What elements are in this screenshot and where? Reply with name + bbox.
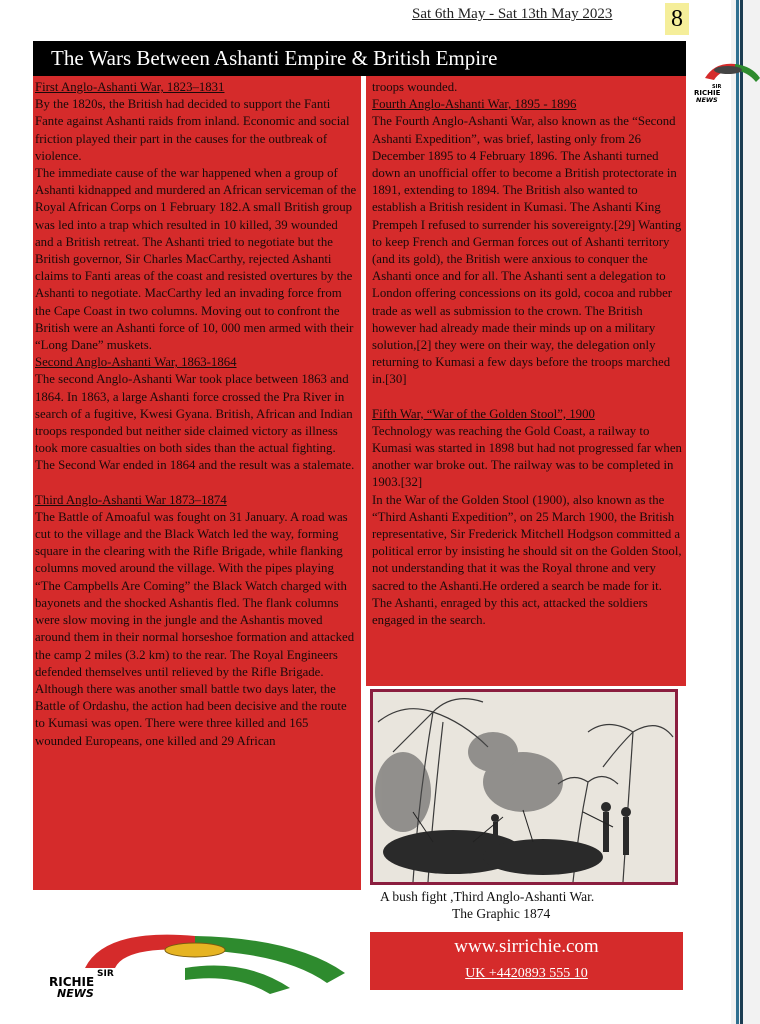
edge-stripe-dark xyxy=(740,0,743,1024)
issue-date: Sat 6th May - Sat 13th May 2023 xyxy=(412,6,613,22)
website-link[interactable]: www.sirrichie.com xyxy=(454,936,599,957)
logo-text-news: NEWS xyxy=(57,987,94,998)
paragraph: The Second War ended in 1864 and the result was a stalemate. xyxy=(35,458,355,473)
caption-line-2: The Graphic 1874 xyxy=(452,906,551,921)
right-column xyxy=(366,76,686,686)
sir-richie-news-logo xyxy=(45,928,355,998)
logo-small-text-sir: SIR xyxy=(712,84,722,90)
logo-small-text-richie: RICHIE xyxy=(694,89,721,97)
logo-text-richie: RICHIE xyxy=(49,975,95,989)
page-number: 8 xyxy=(665,3,689,35)
paragraph: The immediate cause of the war happened when a group of Ashanti kidnapped and murdered an African serviceman of the Royal African Corps on 1 February 182.A small British group was led into a trap which resulted in 10 killed, 39 wounded and a British retreat. The Ashanti tried to negotiate but the British governor, Sir Charles MacCarthy, rejected Ashanti claims to Fanti areas of the coast and resisted overtures by the Ashanti to negotiate. MacCarthy led an invading force from the Cape Coast in two columns. Moving out to confront the British were an Ashanti force of 10, 000 men armed with their “Long Dane” muskets. xyxy=(35,166,357,353)
section-heading-third-war: Third Anglo-Ashanti War 1873–1874 xyxy=(35,492,227,507)
sir-richie-news-logo-small xyxy=(690,58,760,108)
spacer xyxy=(372,389,682,406)
logo-mark xyxy=(45,928,355,998)
paragraph-continuation: troops wounded. xyxy=(372,80,458,94)
paragraph: The second Anglo-Ashanti War took place between 1863 and 1864. In 1863, a large Ashanti force crossed the Pra River in search of a fugitive, Kwesi Gyana. British, African and Indian troops responded but neither side claimed victory as illness took more casualties on both sides than the actual fighting. xyxy=(35,372,353,456)
spacer xyxy=(35,475,357,492)
logo-text-sir: SIR xyxy=(97,969,114,979)
page-edge xyxy=(731,0,760,1024)
caption-line-1: A bush fight ,Third Anglo-Ashanti War. xyxy=(380,889,595,904)
paragraph: By the 1820s, the British had decided to support the Fanti Fante against Ashanti raids from inland. Economic and social friction played their part in the causes for the outbreak of violence. xyxy=(35,97,350,163)
phone-link[interactable]: UK +4420893 555 10 xyxy=(465,966,588,981)
section-heading-first-war: First Anglo-Ashanti War, 1823–1831 xyxy=(35,80,225,94)
paragraph: In the War of the Golden Stool (1900), also known as the “Third Ashanti Expedition”, on 25 March 1900, the British representative, Sir Frederick Mitchell Hodgson committed a political error by insisting he should sit on the Golden Stool, not understanding that it was the Royal throne and very sacred to the Ashanti.He ordered a search be made for it. The Ashanti, enraged by this act, attacked the soldiers engaged in the search. xyxy=(372,492,682,628)
engraving-illustration xyxy=(373,692,675,882)
paragraph: Technology was reaching the Gold Coast, a railway to Kumasi was started in 1898 but had not progressed far when another war broke out. The railway was to be completed in 1903.[32] xyxy=(372,423,682,490)
image-caption xyxy=(380,888,680,928)
paragraph: The Battle of Amoaful was fought on 31 January. A road was cut to the village and the Black Watch led the way, forming square in the clearing with the Rifle Brigade, while flanking columns moved around the village. With the pipes playing “The Campbells Are Coming” the Black Watch charged with bayonets and the shocked Ashantis fled. The flank columns were slow moving in the jungle and the Ashantis moved around them in their normal horseshoe formation and attacked the camp 2 miles (3.2 km) to the rear. The Royal Engineers defended themselves until relieved by the Rifle Brigade. Although there was another small battle two days later, the Battle of Ordashu, the action had been decisive and the route to Kumasi was open. There were three killed and 165 wounded Europeans, one killed and 29 African xyxy=(35,509,355,748)
section-heading-fourth-war: Fourth Anglo-Ashanti War, 1895 - 1896 xyxy=(372,97,577,112)
logo-mark-small xyxy=(690,58,760,108)
article-title: The Wars Between Ashanti Empire & British Empire xyxy=(33,41,686,76)
section-heading-fifth-war: Fifth War, “War of the Golden Stool”, 1900 xyxy=(372,406,595,421)
left-column xyxy=(33,76,361,890)
paragraph: The Fourth Anglo-Ashanti War, also known as the “Second Ashanti Expedition”, was brief, lasting only from 26 December 1895 to 4 February 1896. The Ashanti turned down an unofficial offer to become a British protectorate in 1891, extending to 1894. The British also wanted to establish a British resident in Kumasi. The Ashanti King Prempeh I refused to surrender his sovereignty.[29] Wanting to keep French and German forces out of Ashanti territory (and its gold), the British were anxious to conquer the Ashanti once and for all. The Ashanti sent a delegation to London offering concessions on its gold, cocoa and rubber trade as well as submission to the crown. The British however had already made their minds up on a military solution,[2] they were on their way, the delegation only returning to Kumasi a few days before the troops marched in.[30] xyxy=(372,114,682,387)
edge-stripe-blue xyxy=(736,0,739,1024)
section-heading-second-war: Second Anglo-Ashanti War, 1863-1864 xyxy=(35,355,237,370)
logo-small-text-news: NEWS xyxy=(696,96,718,104)
contact-box xyxy=(370,932,683,990)
battle-engraving-image xyxy=(370,689,678,885)
